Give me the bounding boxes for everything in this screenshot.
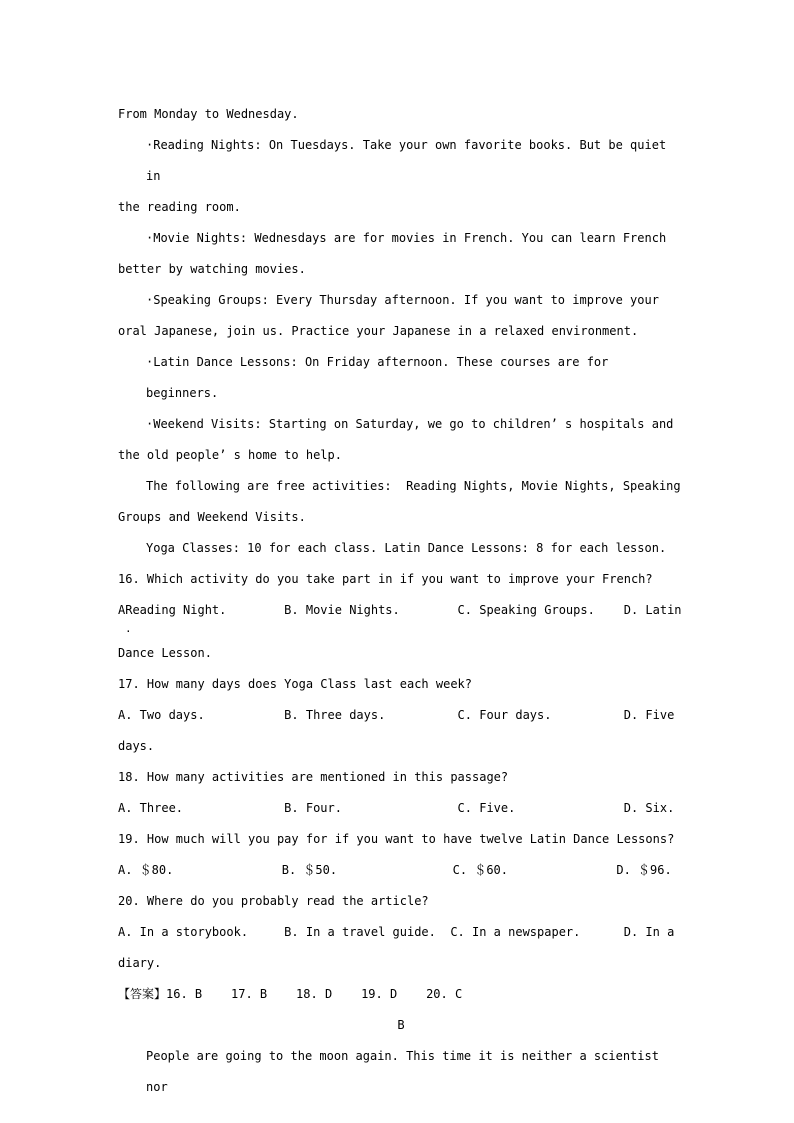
paragraph-line: the reading room. xyxy=(118,200,241,214)
paragraph-line: oral Japanese, join us. Practice your Japanese in a relaxed environment. xyxy=(118,324,639,338)
question-16: 16. Which activity do you take part in if you want to improve your French? xyxy=(118,572,653,586)
question-17: 17. How many days does Yoga Class last each week? xyxy=(118,677,473,691)
paragraph-line: Yoga Classes: 10 for each class. Latin Dance Lessons: 8 for each lesson. xyxy=(146,541,667,555)
stray-period: · xyxy=(125,625,132,638)
text-body xyxy=(118,99,684,1103)
question-19-options: A. ＄80. B. ＄50. C. ＄60. D. ＄96. xyxy=(118,863,672,877)
question-17-options: A. Two days. B. Three days. C. Four days. D. Five xyxy=(118,708,675,722)
paragraph-line: Groups and Weekend Visits. xyxy=(118,510,306,524)
paragraph-line: From Monday to Wednesday. xyxy=(118,107,299,121)
question-17-options-wrap: days. xyxy=(118,739,155,753)
answer-key: 【答案】16. B 17. B 18. D 19. D 20. C xyxy=(118,987,463,1001)
bullet-speaking-groups: ·Speaking Groups: Every Thursday afternoon. If you want to improve your xyxy=(146,293,659,307)
paragraph-line: better by watching movies. xyxy=(118,262,306,276)
question-18: 18. How many activities are mentioned in this passage? xyxy=(118,770,509,784)
question-20: 20. Where do you probably read the article? xyxy=(118,894,429,908)
bullet-weekend-visits: ·Weekend Visits: Starting on Saturday, we go to children’ s hospitals and xyxy=(146,417,674,431)
paragraph-line: the old people’ s home to help. xyxy=(118,448,342,462)
question-16-options-wrap: Dance Lesson. xyxy=(118,646,212,660)
paragraph-line: People are going to the moon again. This time it is neither a scientist nor xyxy=(146,1049,667,1094)
question-19: 19. How much will you pay for if you want to have twelve Latin Dance Lessons? xyxy=(118,832,675,846)
paragraph-line: The following are free activities: Reading Nights, Movie Nights, Speaking xyxy=(146,479,681,493)
bullet-latin-dance: ·Latin Dance Lessons: On Friday afternoon. These courses are for beginners. xyxy=(146,355,616,400)
question-18-options: A. Three. B. Four. C. Five. D. Six. xyxy=(118,801,675,815)
bullet-reading-nights: ·Reading Nights: On Tuesdays. Take your own favorite books. But be quiet in xyxy=(146,138,674,183)
question-20-options: A. In a storybook. B. In a travel guide. C. In a newspaper. D. In a xyxy=(118,925,675,939)
section-label-b: B xyxy=(397,1018,405,1032)
question-20-options-wrap: diary. xyxy=(118,956,162,970)
bullet-movie-nights: ·Movie Nights: Wednesdays are for movies in French. You can learn French xyxy=(146,231,667,245)
question-16-options: AReading Night. B. Movie Nights. C. Speaking Groups. D. Latin xyxy=(118,603,682,617)
